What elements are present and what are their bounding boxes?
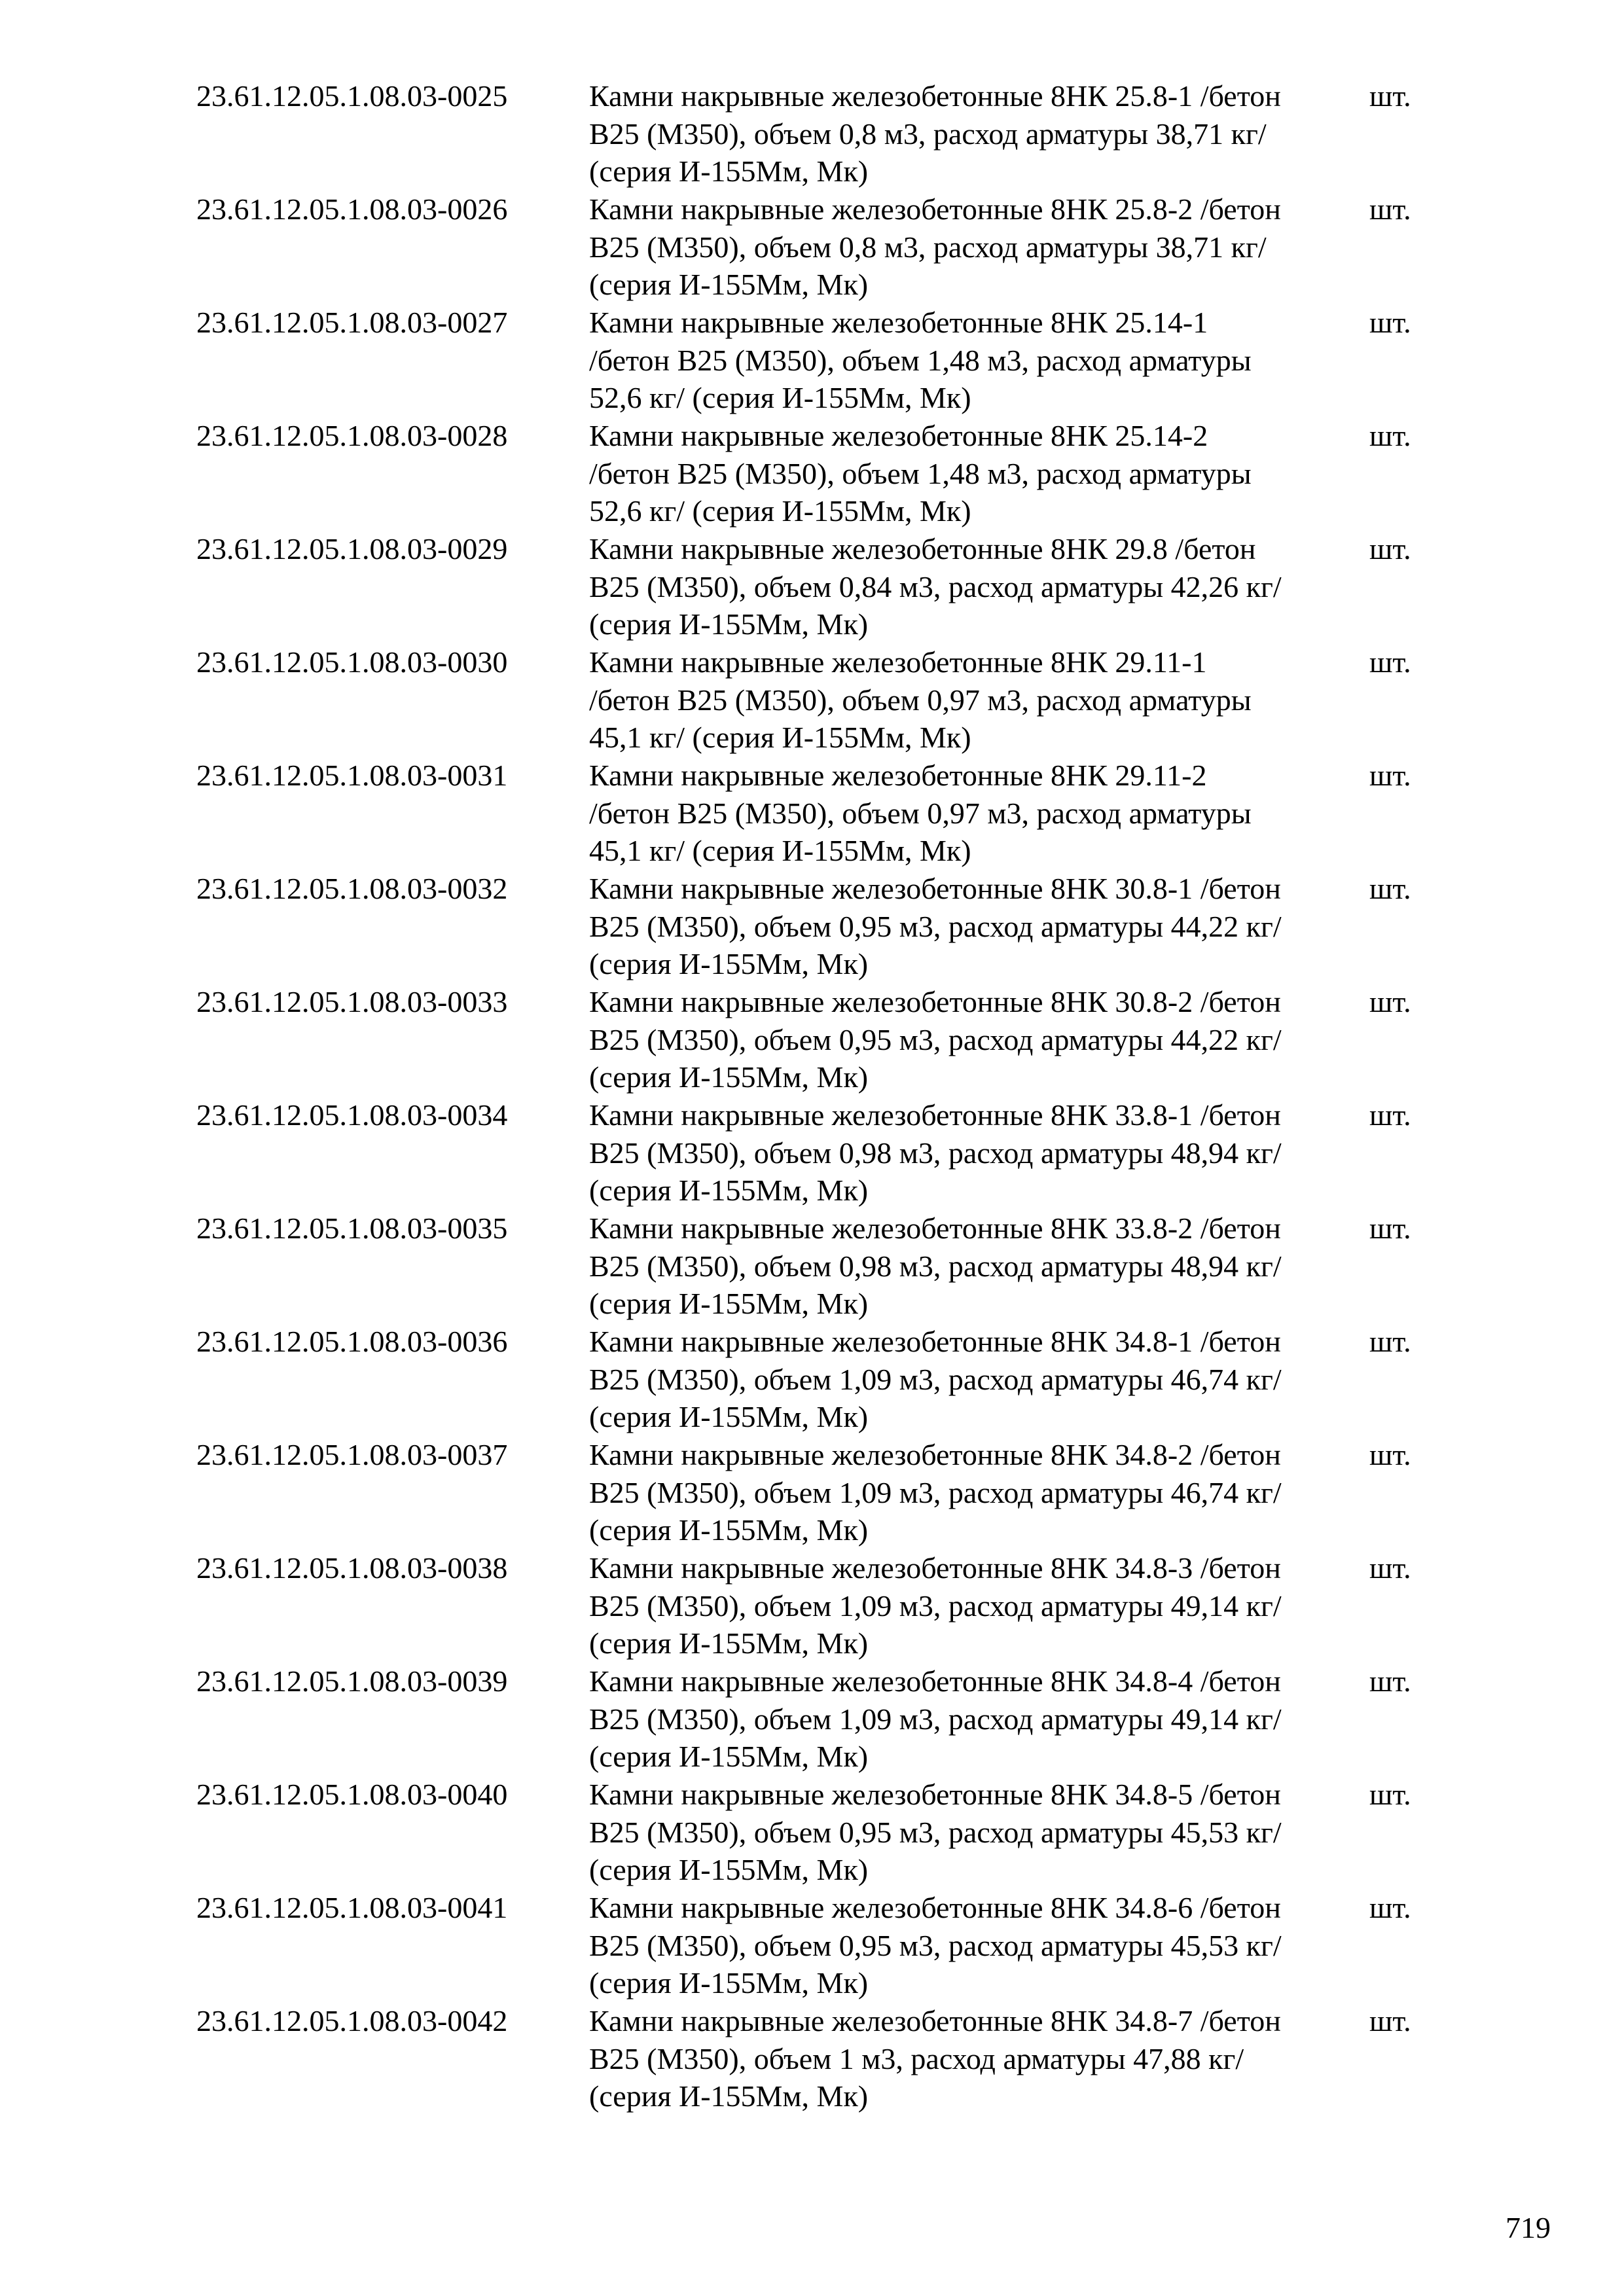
catalog-entry-row [196,870,1440,983]
entry-unit: шт. [1369,759,1411,792]
entry-description [589,2002,1355,2115]
entry-description-line: Камни накрывные железобетонные 8НК 25.8-2 /бетон [589,192,1281,226]
entry-description-line: В25 (М350), объем 1,09 м3, расход арматуры 46,74 кг/ [589,1362,1282,1396]
entry-description-line: /бетон В25 (М350), объем 0,97 м3, расход арматуры [589,683,1252,717]
entry-description [589,1323,1355,1436]
entry-description-line: (серия И-155Мм, Мк) [589,607,869,641]
entry-description-line: (серия И-155Мм, Мк) [589,154,869,188]
entry-description-line: /бетон В25 (М350), объем 0,97 м3, расход арматуры [589,796,1252,830]
catalog-entry-row [196,1549,1440,1662]
entry-description-line: Камни накрывные железобетонные 8НК 34.8-4 /бетон [589,1664,1281,1698]
catalog-entry-row [196,2002,1440,2115]
entry-code: 23.61.12.05.1.08.03-0038 [196,1551,508,1585]
entry-description-line: (серия И-155Мм, Мк) [589,1966,869,2000]
entry-description-line: 52,6 кг/ (серия И-155Мм, Мк) [589,494,971,528]
entry-code: 23.61.12.05.1.08.03-0032 [196,872,508,905]
entry-description-line: (серия И-155Мм, Мк) [589,2079,869,2113]
catalog-entry-row [196,983,1440,1096]
entry-description-line: В25 (М350), объем 0,95 м3, расход арматуры 44,22 кг/ [589,909,1282,943]
entry-unit: шт. [1369,985,1411,1018]
entry-description-line: В25 (М350), объем 0,8 м3, расход арматуры 38,71 кг/ [589,117,1267,151]
entry-description-line: Камни накрывные железобетонные 8НК 25.14-2 [589,419,1208,452]
entry-description [589,983,1355,1096]
entry-description [589,1210,1355,1323]
entry-description-line: (серия И-155Мм, Мк) [589,1853,869,1886]
entry-description [589,190,1355,304]
page-number: 719 [1506,2211,1551,2244]
catalog-entry-row [196,417,1440,530]
catalog-entry-row [196,1436,1440,1549]
entry-description-line: В25 (М350), объем 0,84 м3, расход арматуры 42,26 кг/ [589,569,1282,603]
entry-description [589,1889,1355,2002]
entry-unit: шт. [1369,79,1411,113]
catalog-entry-row [196,190,1440,304]
entry-code: 23.61.12.05.1.08.03-0036 [196,1325,508,1358]
entry-code: 23.61.12.05.1.08.03-0039 [196,1664,508,1698]
entry-description-line: Камни накрывные железобетонные 8НК 34.8-2 /бетон [589,1438,1281,1471]
entry-description [589,1436,1355,1549]
entry-unit: шт. [1369,872,1411,905]
entry-description-line: Камни накрывные железобетонные 8НК 30.8-2 /бетон [589,985,1281,1018]
entry-description [589,417,1355,530]
catalog-entry-row [196,1776,1440,1889]
entry-description-line: Камни накрывные железобетонные 8НК 33.8-2 /бетон [589,1211,1281,1245]
entry-code: 23.61.12.05.1.08.03-0035 [196,1211,508,1245]
entry-description-line: Камни накрывные железобетонные 8НК 25.14-1 [589,306,1208,339]
entry-description [589,870,1355,983]
entry-description-line: Камни накрывные железобетонные 8НК 29.11-1 [589,645,1207,679]
entry-unit: шт. [1369,1098,1411,1132]
entry-unit: шт. [1369,1438,1411,1471]
entry-unit: шт. [1369,1551,1411,1585]
entry-description-line: Камни накрывные железобетонные 8НК 34.8-7 /бетон [589,2004,1281,2037]
entry-unit: шт. [1369,2004,1411,2037]
entry-description-line: В25 (М350), объем 0,95 м3, расход арматуры 45,53 кг/ [589,1815,1282,1849]
entry-description [589,1549,1355,1662]
entry-code: 23.61.12.05.1.08.03-0040 [196,1778,508,1811]
catalog-entry-row [196,304,1440,417]
catalog-entry-row [196,1096,1440,1210]
entry-description-line: (серия И-155Мм, Мк) [589,1626,869,1660]
entry-description [589,530,1355,643]
entry-description-line: (серия И-155Мм, Мк) [589,268,869,301]
entry-description-line: В25 (М350), объем 0,8 м3, расход арматуры 38,71 кг/ [589,230,1267,264]
entry-description-line: В25 (М350), объем 1,09 м3, расход арматуры 49,14 кг/ [589,1702,1282,1736]
entry-code: 23.61.12.05.1.08.03-0026 [196,192,508,226]
entry-description [589,1776,1355,1889]
catalog-entry-row [196,1210,1440,1323]
entry-description-line: (серия И-155Мм, Мк) [589,1174,869,1207]
entry-description-line: Камни накрывные железобетонные 8НК 29.8 /бетон [589,532,1256,565]
entry-description-line: В25 (М350), объем 0,95 м3, расход арматуры 44,22 кг/ [589,1022,1282,1056]
entry-unit: шт. [1369,1778,1411,1811]
entry-description-line: 45,1 кг/ (серия И-155Мм, Мк) [589,834,971,867]
entry-description-line: (серия И-155Мм, Мк) [589,947,869,980]
catalog-entry-row [196,643,1440,757]
entry-description-line: В25 (М350), объем 1,09 м3, расход арматуры 49,14 кг/ [589,1588,1282,1623]
entry-description [589,1096,1355,1210]
entry-description-line: (серия И-155Мм, Мк) [589,1400,869,1433]
entry-description-line: Камни накрывные железобетонные 8НК 25.8-1 /бетон [589,79,1281,113]
entry-description-line: Камни накрывные железобетонные 8НК 30.8-1 /бетон [589,872,1281,905]
entry-unit: шт. [1369,1211,1411,1245]
entry-description-line: /бетон В25 (М350), объем 1,48 м3, расход арматуры [589,343,1252,377]
entry-code: 23.61.12.05.1.08.03-0029 [196,532,508,565]
catalog-entry-row [196,530,1440,643]
entry-code: 23.61.12.05.1.08.03-0031 [196,759,508,792]
entry-description-line: В25 (М350), объем 0,95 м3, расход арматуры 45,53 кг/ [589,1928,1282,1962]
entry-unit: шт. [1369,306,1411,339]
entry-description-line: (серия И-155Мм, Мк) [589,1740,869,1773]
entry-description-line: Камни накрывные железобетонные 8НК 33.8-1 /бетон [589,1098,1281,1132]
catalog-entry-row [196,757,1440,870]
entry-description-line: Камни накрывные железобетонные 8НК 34.8-1 /бетон [589,1325,1281,1358]
entry-code: 23.61.12.05.1.08.03-0025 [196,79,508,113]
entry-description-line: В25 (М350), объем 1,09 м3, расход арматуры 46,74 кг/ [589,1475,1282,1509]
entry-code: 23.61.12.05.1.08.03-0034 [196,1098,508,1132]
entry-description-line: В25 (М350), объем 0,98 м3, расход арматуры 48,94 кг/ [589,1136,1282,1170]
entry-description-line: /бетон В25 (М350), объем 1,48 м3, расход арматуры [589,456,1252,490]
catalog-entry-row [196,1889,1440,2002]
entry-description [589,77,1355,190]
entry-code: 23.61.12.05.1.08.03-0027 [196,306,508,339]
entry-description-line: Камни накрывные железобетонные 8НК 29.11-2 [589,759,1207,792]
entry-description-line: Камни накрывные железобетонные 8НК 34.8-3 /бетон [589,1551,1281,1585]
entry-unit: шт. [1369,192,1411,226]
entry-description-line: Камни накрывные железобетонные 8НК 34.8-6 /бетон [589,1891,1281,1924]
entry-code: 23.61.12.05.1.08.03-0042 [196,2004,508,2037]
entry-description-line: В25 (М350), объем 0,98 м3, расход арматуры 48,94 кг/ [589,1249,1282,1283]
entry-code: 23.61.12.05.1.08.03-0030 [196,645,508,679]
entry-description [589,643,1355,757]
entry-unit: шт. [1369,645,1411,679]
entry-code: 23.61.12.05.1.08.03-0041 [196,1891,508,1924]
entry-description-line: 52,6 кг/ (серия И-155Мм, Мк) [589,381,971,414]
entry-unit: шт. [1369,1891,1411,1924]
entry-description-line: (серия И-155Мм, Мк) [589,1513,869,1547]
entry-unit: шт. [1369,1325,1411,1358]
entry-description-line: (серия И-155Мм, Мк) [589,1060,869,1094]
catalog-entry-row [196,77,1440,190]
catalog-entry-row [196,1323,1440,1436]
entry-unit: шт. [1369,532,1411,565]
entry-code: 23.61.12.05.1.08.03-0033 [196,985,508,1018]
entry-code: 23.61.12.05.1.08.03-0028 [196,419,508,452]
entry-description [589,757,1355,870]
entry-code: 23.61.12.05.1.08.03-0037 [196,1438,508,1471]
entry-unit: шт. [1369,1664,1411,1698]
entry-description-line: В25 (М350), объем 1 м3, расход арматуры 47,88 кг/ [589,2041,1244,2075]
entry-unit: шт. [1369,419,1411,452]
catalog-entries [196,77,1440,2115]
catalog-entry-row [196,1662,1440,1776]
entry-description [589,1662,1355,1776]
entry-description-line: 45,1 кг/ (серия И-155Мм, Мк) [589,721,971,754]
entry-description-line: (серия И-155Мм, Мк) [589,1287,869,1320]
entry-description-line: Камни накрывные железобетонные 8НК 34.8-5 /бетон [589,1778,1281,1811]
entry-description [589,304,1355,417]
